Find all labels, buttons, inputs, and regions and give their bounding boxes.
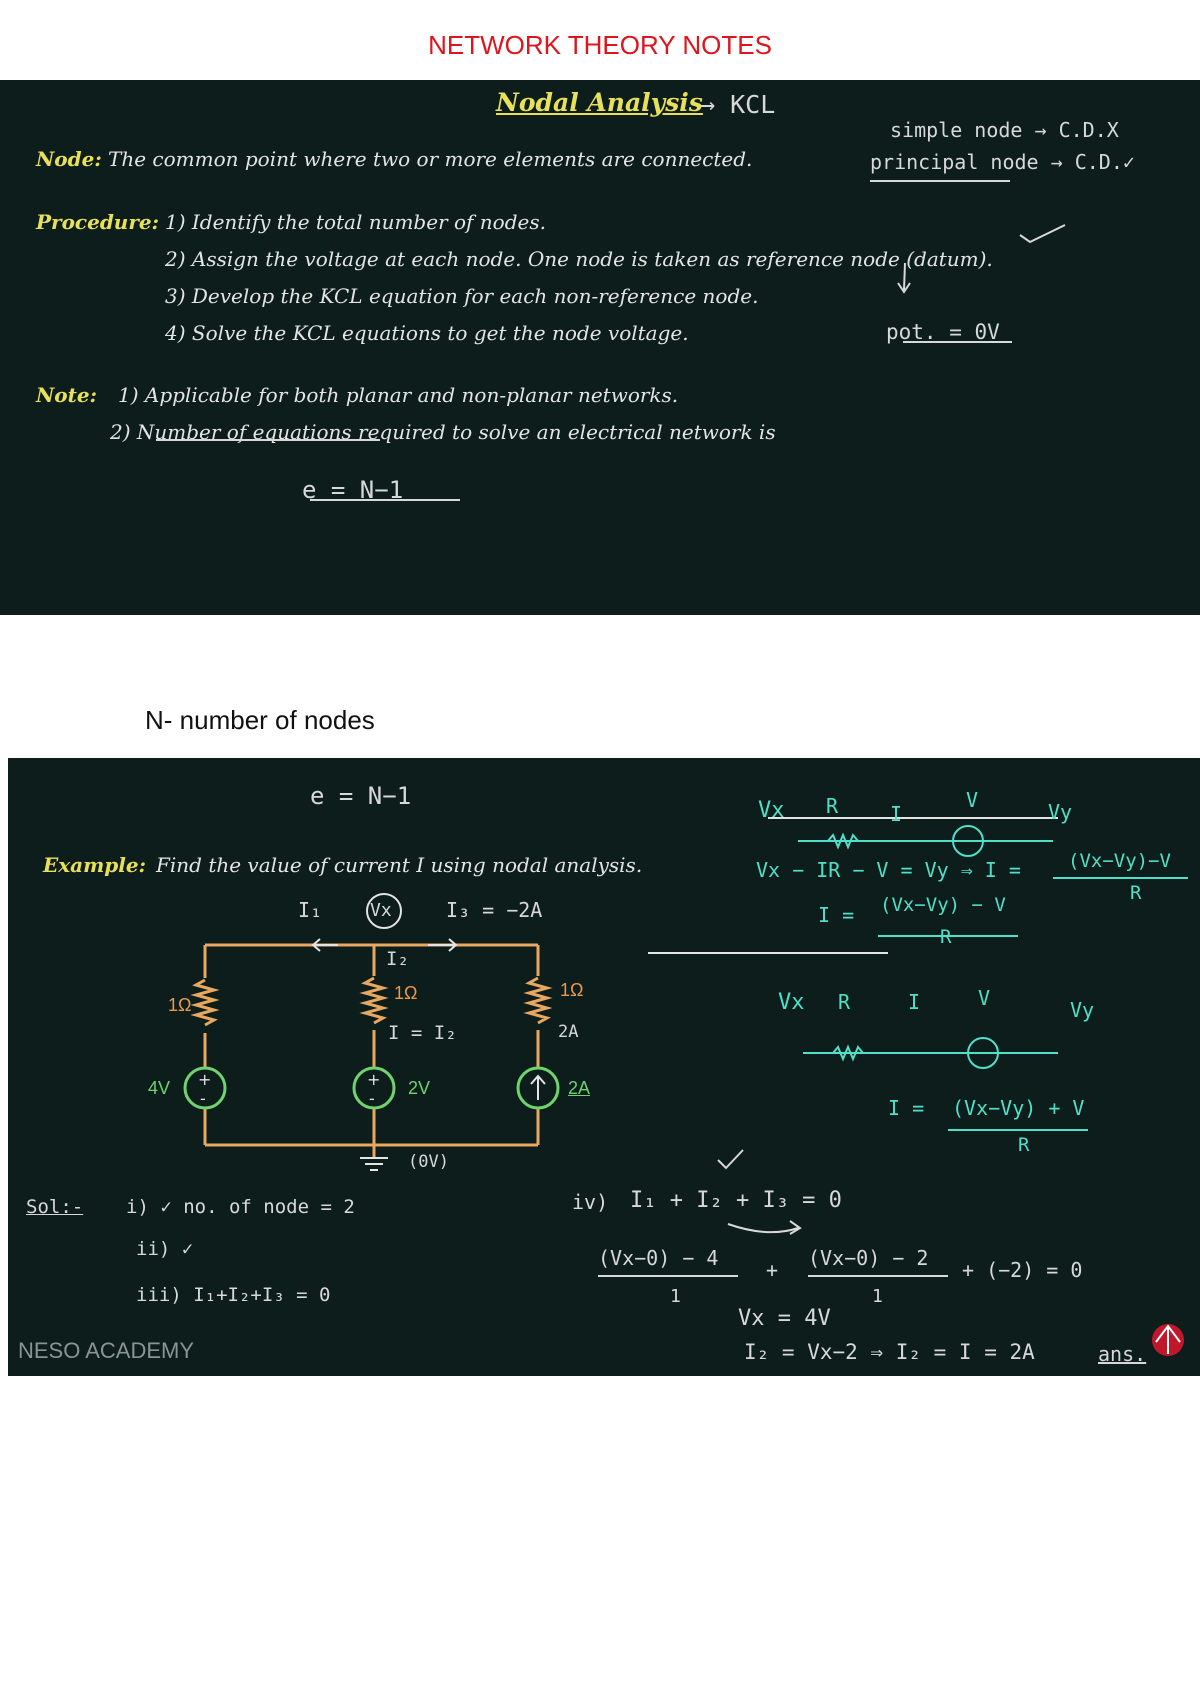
equation-formula: e = N−1 [302, 476, 404, 504]
diagram-r-label: R [838, 990, 851, 1014]
document-title: NETWORK THEORY NOTES [428, 30, 772, 60]
diagram-i-label: I [890, 802, 903, 826]
step-iv-lines [8, 758, 1200, 1376]
equation-line: I = [888, 1096, 925, 1120]
ground-voltage-label: (0V) [408, 1152, 449, 1172]
check-mark [718, 1150, 743, 1168]
step-iv-label: iv) [572, 1190, 609, 1214]
diagram-vx-label: Vx [778, 990, 805, 1015]
diagram-v-label: V [978, 986, 991, 1010]
example-text: Find the value of current I using nodal analysis. [156, 853, 643, 877]
equation-line: Vx − IR − V = Vy ⇒ I = [756, 858, 1021, 882]
solution-label: Sol:- [26, 1196, 84, 1218]
example-label: Example: [43, 853, 146, 877]
arrow-annotation [728, 1221, 800, 1234]
note-item: 2) Number of equations required to solve an electrical network is [110, 420, 776, 444]
minus-sign: - [200, 1089, 206, 1108]
diagram-vx-label: Vx [758, 798, 785, 823]
diagram-v-label: V [966, 788, 979, 812]
term1-numerator: (Vx−0) − 4 [598, 1246, 719, 1270]
neso-logo-icon [1152, 1324, 1184, 1356]
solution-step: i) ✓ no. of node = 2 [126, 1196, 355, 1218]
i2-label: I₂ [386, 948, 409, 970]
note-label: Note: [36, 383, 97, 407]
diagram-vy-label: Vy [1048, 800, 1073, 824]
heading-kcl-note: → KCL [700, 90, 776, 119]
i-equals-i2-label: I = I₂ [388, 1022, 457, 1044]
fraction-numerator: (Vx−Vy)−V [1068, 850, 1171, 872]
fraction-denominator: R [1018, 1134, 1030, 1156]
side-note-simple-node: simple node → C.D.X [890, 118, 1119, 142]
term1-denominator: 1 [670, 1286, 681, 1307]
i1-label: I₁ [298, 898, 323, 922]
slide-heading: Nodal Analysis [496, 88, 703, 117]
pot-note: pot. = 0V [886, 320, 1000, 344]
check-mark [1020, 225, 1065, 242]
kcl-equation: I₁ + I₂ + I₃ = 0 [630, 1188, 842, 1213]
arrow-down [898, 263, 910, 292]
source-4v-label: 4V [148, 1078, 171, 1098]
fraction-numerator: (Vx−Vy) − V [880, 894, 1006, 916]
plus-operator: + [766, 1258, 779, 1282]
plus-sign: + [198, 1070, 212, 1089]
side-note-principal-node: principal node → C.D.✓ [870, 150, 1135, 174]
diagram-vy-label: Vy [1070, 998, 1095, 1022]
procedure-step: 3) Develop the KCL equation for each non-reference node. [165, 284, 759, 308]
vx-node-label: Vx [370, 900, 392, 921]
source-2a-label: 2A [568, 1078, 591, 1098]
term2-numerator: (Vx−0) − 2 [808, 1246, 929, 1270]
handwritten-annotations [0, 80, 1200, 615]
node-label: Node: [36, 147, 102, 171]
answer-label: ans. [1098, 1342, 1147, 1366]
watermark: NESO ACADEMY [18, 1338, 195, 1363]
caption-text: N- number of nodes [145, 705, 375, 735]
i3-label: I₃ = −2A [446, 898, 543, 922]
diagram-i-label: I [908, 990, 921, 1014]
plus-sign: + [367, 1070, 381, 1089]
solution-step: ii) ✓ [136, 1238, 194, 1260]
procedure-label: Procedure: [36, 210, 159, 234]
minus-sign: - [369, 1089, 375, 1108]
term2-denominator: 1 [872, 1286, 883, 1307]
result-current: I₂ = Vx−2 ⇒ I₂ = I = 2A [744, 1340, 1035, 1364]
fraction-denominator: R [940, 926, 952, 948]
nodal-example-slide [8, 758, 1200, 1376]
middle-resistor-label: 1Ω [394, 983, 418, 1003]
current-arrow-label: 2A [558, 1022, 579, 1042]
node-definition: The common point where two or more elements are connected. [108, 147, 753, 171]
note-item: 1) Applicable for both planar and non-planar networks. [118, 383, 679, 407]
left-resistor-label: 1Ω [168, 995, 192, 1015]
equation-formula: e = N−1 [310, 782, 412, 810]
nodal-analysis-slide [0, 80, 1200, 615]
solution-step: iii) I₁+I₂+I₃ = 0 [136, 1284, 331, 1306]
procedure-step: 2) Assign the voltage at each node. One node is taken as reference node (datum). [165, 247, 993, 271]
procedure-step: 4) Solve the KCL equations to get the node voltage. [165, 321, 689, 345]
right-resistor-label: 1Ω [560, 980, 584, 1000]
source-2v-label: 2V [408, 1078, 431, 1098]
fraction-numerator: (Vx−Vy) + V [952, 1096, 1085, 1120]
fraction-denominator: R [1130, 882, 1142, 904]
diagram-r-label: R [826, 794, 839, 818]
result-vx: Vx = 4V [738, 1306, 831, 1331]
procedure-step: 1) Identify the total number of nodes. [165, 210, 546, 234]
equation-line: I = [818, 903, 855, 927]
term3-equation: + (−2) = 0 [962, 1258, 1083, 1282]
